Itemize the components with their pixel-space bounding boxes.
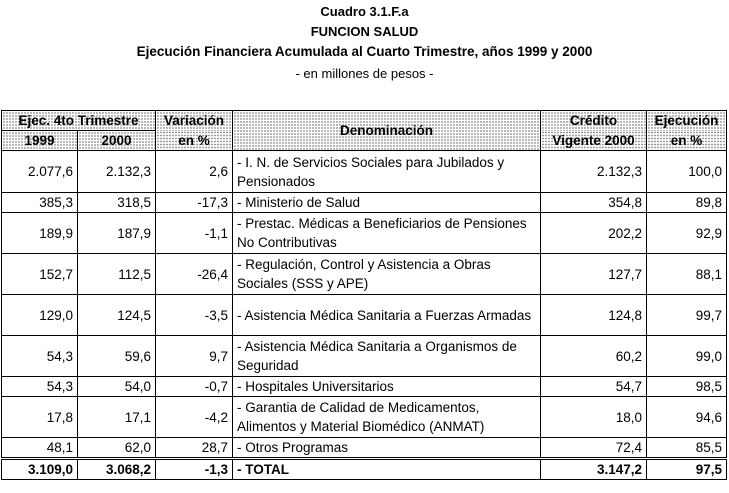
cell-credito: 72,4 [541, 438, 647, 459]
cell-denominacion: - Ministerio de Salud [233, 193, 541, 213]
cell-credito: 354,8 [541, 193, 647, 213]
header-ejecucion-line2: en % [647, 131, 727, 151]
total-label: - TOTAL [233, 459, 541, 480]
cell-variacion: -0,7 [156, 377, 233, 397]
cell-denominacion: - Regulación, Control y Asistencia a Obras Sociales (SSS y APE) [233, 254, 541, 295]
table-body [2, 151, 727, 480]
cell-denominacion: - Asistencia Médica Sanitaria a Organismos de Seguridad [233, 336, 541, 377]
total-variacion: -1,3 [156, 459, 233, 480]
cell-credito: 127,7 [541, 254, 647, 295]
cell-denominacion: - Prestac. Médicas a Beneficiarios de Pensiones No Contributivas [233, 213, 541, 254]
table-header [2, 111, 727, 151]
header-ejec-group: Ejec. 4to Trimestre [2, 111, 156, 131]
cell-2000: 2.132,3 [78, 151, 156, 193]
table-title: Ejecución Financiera Acumulada al Cuarto Trimestre, años 1999 y 2000 [136, 44, 593, 59]
cell-ejecucion: 94,6 [647, 397, 727, 438]
total-1999: 3.109,0 [2, 459, 78, 480]
cell-2000: 59,6 [78, 336, 156, 377]
table-units: - en millones de pesos - [295, 66, 434, 81]
header-year-1999: 1999 [2, 131, 78, 151]
cell-variacion: 2,6 [156, 151, 233, 193]
header-variacion-line2: en % [156, 131, 233, 151]
cell-1999: 17,8 [2, 397, 78, 438]
cell-credito: 18,0 [541, 397, 647, 438]
cell-credito: 202,2 [541, 213, 647, 254]
cell-1999: 54,3 [2, 377, 78, 397]
table-row [2, 397, 727, 438]
cell-2000: 187,9 [78, 213, 156, 254]
cell-1999: 189,9 [2, 213, 78, 254]
cell-1999: 48,1 [2, 438, 78, 459]
header-denominacion: Denominación [233, 111, 541, 151]
cell-denominacion: - Hospitales Universitarios [233, 377, 541, 397]
cell-credito: 54,7 [541, 377, 647, 397]
header-year-2000: 2000 [78, 131, 156, 151]
cell-credito: 2.132,3 [541, 151, 647, 193]
cell-credito: 60,2 [541, 336, 647, 377]
cell-ejecucion: 88,1 [647, 254, 727, 295]
cell-denominacion: - Otros Programas [233, 438, 541, 459]
table-function: FUNCION SALUD [310, 24, 419, 39]
cell-1999: 129,0 [2, 295, 78, 336]
cell-ejecucion: 100,0 [647, 151, 727, 193]
cell-variacion: -26,4 [156, 254, 233, 295]
cell-variacion: -4,2 [156, 397, 233, 438]
cell-denominacion: - I. N. de Servicios Sociales para Jubilados y Pensionados [233, 151, 541, 193]
cell-ejecucion: 85,5 [647, 438, 727, 459]
cell-2000: 124,5 [78, 295, 156, 336]
total-ejecucion: 97,5 [647, 459, 727, 480]
cell-2000: 17,1 [78, 397, 156, 438]
cell-1999: 385,3 [2, 193, 78, 213]
total-row [2, 459, 727, 480]
cell-ejecucion: 89,8 [647, 193, 727, 213]
cell-ejecucion: 99,7 [647, 295, 727, 336]
cell-variacion: -3,5 [156, 295, 233, 336]
table-row [2, 213, 727, 254]
table-row [2, 193, 727, 213]
cell-denominacion: - Garantia de Calidad de Medicamentos, Alimentos y Material Biomédico (ANMAT) [233, 397, 541, 438]
total-credito: 3.147,2 [541, 459, 647, 480]
header-ejecucion-line1: Ejecución [647, 111, 727, 131]
cell-2000: 54,0 [78, 377, 156, 397]
cell-variacion: 9,7 [156, 336, 233, 377]
cell-ejecucion: 99,0 [647, 336, 727, 377]
cell-2000: 318,5 [78, 193, 156, 213]
total-2000: 3.068,2 [78, 459, 156, 480]
cell-variacion: -1,1 [156, 213, 233, 254]
header-credito-line1: Crédito [541, 111, 647, 131]
financial-table [1, 110, 727, 480]
table-row [2, 336, 727, 377]
cell-1999: 2.077,6 [2, 151, 78, 193]
cell-credito: 124,8 [541, 295, 647, 336]
cell-denominacion: - Asistencia Médica Sanitaria a Fuerzas Armadas [233, 295, 541, 336]
cell-variacion: -17,3 [156, 193, 233, 213]
table-row [2, 151, 727, 193]
cell-1999: 152,7 [2, 254, 78, 295]
cell-variacion: 28,7 [156, 438, 233, 459]
cell-ejecucion: 98,5 [647, 377, 727, 397]
cell-ejecucion: 92,9 [647, 213, 727, 254]
header-credito-line2: Vigente 2000 [541, 131, 647, 151]
cell-1999: 54,3 [2, 336, 78, 377]
table-row [2, 254, 727, 295]
cell-2000: 62,0 [78, 438, 156, 459]
table-number: Cuadro 3.1.F.a [320, 4, 409, 19]
header-variacion-line1: Variación [156, 111, 233, 131]
cell-2000: 112,5 [78, 254, 156, 295]
table-row [2, 295, 727, 336]
table-row [2, 377, 727, 397]
table-row [2, 438, 727, 459]
